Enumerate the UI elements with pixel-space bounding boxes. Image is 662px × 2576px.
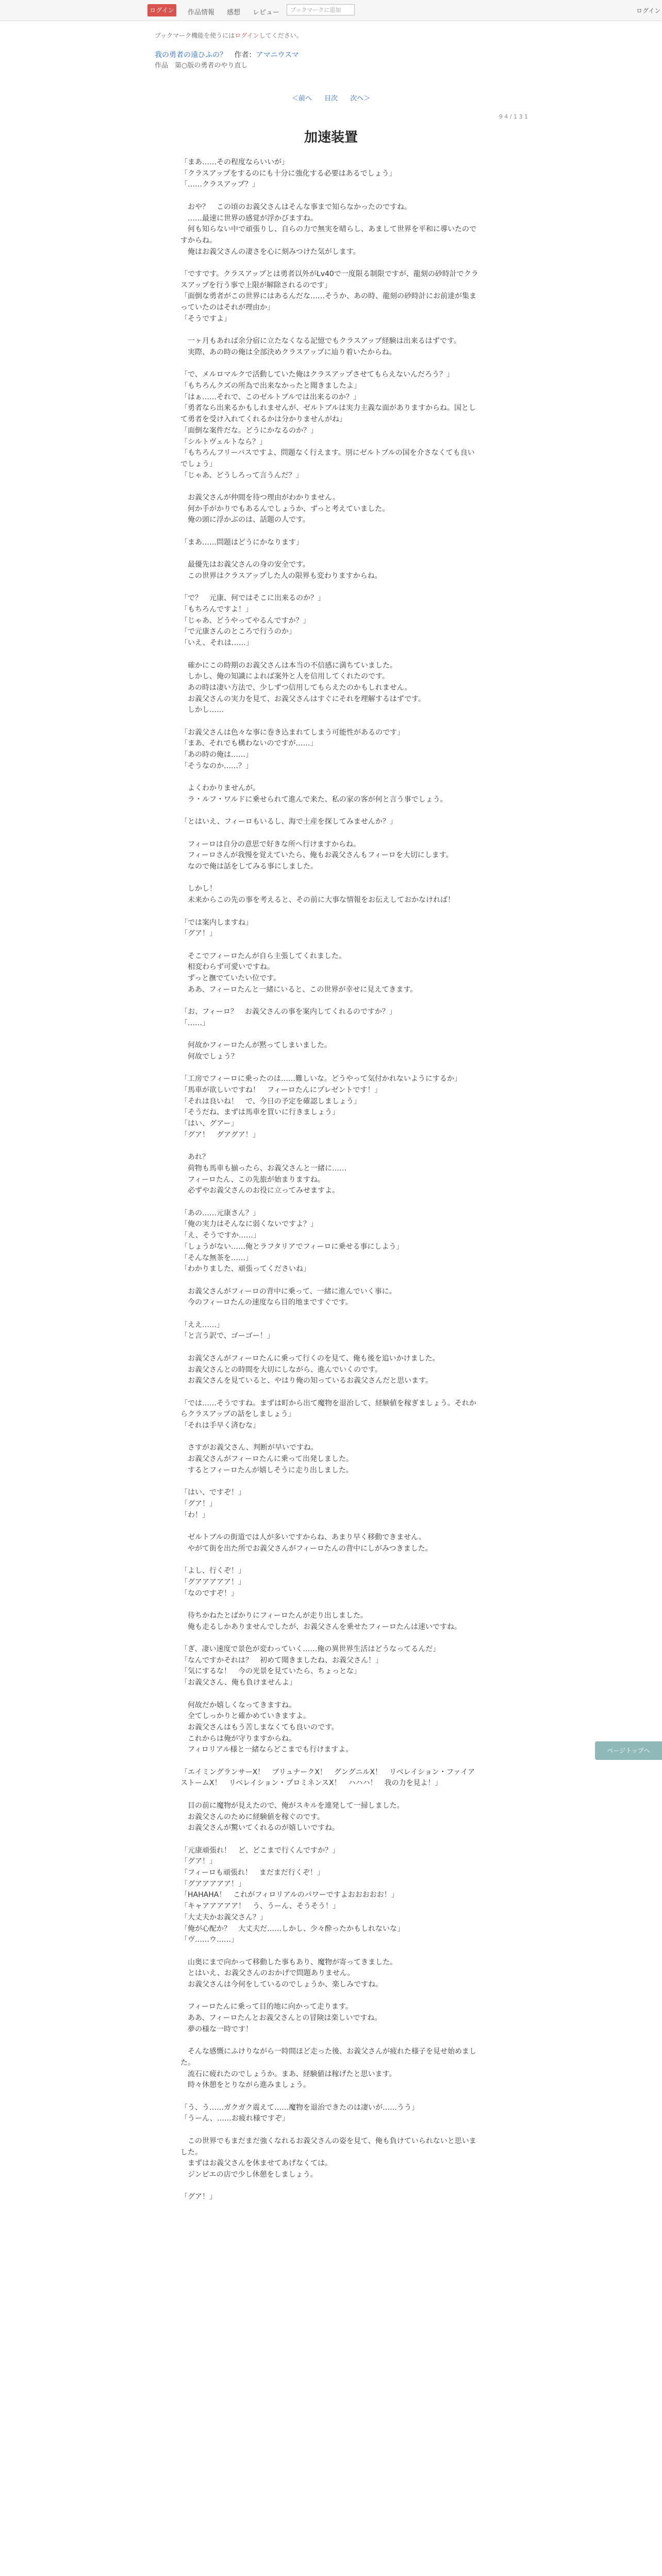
body-paragraph: 「シルトヴェルトなら？」 [180,437,267,446]
author-label: 作者： [234,51,256,59]
nav-item-impressions[interactable]: 感想 [227,9,241,16]
body-paragraph: 必ずやお義父さんのお役に立ってみせますよ。 [180,1187,339,1195]
body-paragraph: フィーロたん、この先旅が始まりますね。 [180,1175,325,1184]
body-paragraph: 荷物も馬車も揃ったら、お義父さんと一緒に…… [180,1164,346,1173]
body-paragraph: ああ、フィーロたんとお義父さんとの冒険は楽しいですね。 [180,2014,382,2023]
body-paragraph: 「なんですかそれは？ 初めて聞きましたね、お義父さん！」 [180,1656,383,1665]
body-paragraph: あの時は凄い方法で、少しずつ信用してもらえたのかもしれません。 [180,683,412,692]
body-paragraph: お義父さんとの時間を大切にしながら、進んでいくのです。 [180,1365,382,1374]
body-paragraph: まずはお義父さんを休ませてあげなくては。 [180,2159,332,2168]
body-paragraph: 「そんな無茶を……」 [180,1253,253,1262]
body-paragraph: 何か手がかりでもあるんでしょうか、ずっと考えていました。 [180,504,390,513]
body-paragraph: お義父さんが仲間を待つ理由がわかりません。 [180,494,340,502]
author-link[interactable]: アマニウスマ [256,51,299,59]
body-paragraph: さすがお義父さん、判断が早いですね。 [180,1444,318,1452]
body-paragraph: 「お義父さんは色々な事に巻き込まれてしまう可能性があるのです」 [180,728,404,737]
body-paragraph: 「お義父さん、俺も負けませんよ」 [180,1679,296,1687]
body-paragraph: 「よし、行くぞ！」 [180,1567,245,1575]
body-paragraph: 相変わらず可愛いですね。 [180,963,274,972]
body-paragraph: しかし、俺の知識によれば案外と人を信用してくれたのです。 [180,672,389,681]
body-paragraph: 「はぁ……それで、このゼルトブルでは出来るのか？」 [180,393,360,401]
body-paragraph: 「じゃあ、どうやってやるんですか？」 [180,616,310,625]
body-paragraph: この世界でもまだまだ強くなれるお義父さんの姿を見て、俺も負けていられないと思いました。 [180,2137,476,2157]
body-paragraph: 「元康頑張れ！ ど、どこまで行くんですか？」 [180,1846,339,1855]
blank-line [180,1387,479,1398]
toc-link[interactable]: 目次 [324,95,338,103]
blank-line [180,1599,479,1611]
body-paragraph: しかし！ [180,885,217,893]
body-paragraph: 山奥にまで向かって移動した事もあり、魔物が寄ってきました。 [180,1958,397,1967]
blank-line [180,1689,479,1700]
body-paragraph: 「もちろんフリーバスですよ、問題なく行えます。別にゼルトブルの国を介さなくても良いでしょう」 [180,449,475,468]
body-paragraph: 最優先はお義父さんの身の安全です。 [180,561,310,569]
body-paragraph: あれ？ [180,1153,209,1162]
notice-prefix: ブックマーク機能を使うには [155,32,235,39]
body-paragraph: ラ・ルフ・ワルドに乗せられて進んで来た、私の家の客が何と言う事でしょう。 [180,795,448,804]
body-paragraph: 時々休憩をとりながら進みましょう。 [180,2081,310,2090]
body-paragraph: 「グア！」 [180,1499,217,1508]
body-paragraph: 「う、う……ガクガク震えて……魔物を退治できたのは凄いが……うう」 [180,2103,419,2112]
series-info [155,49,299,60]
body-paragraph: 「俺の実力はそんなに弱くないですよ？」 [180,1220,318,1229]
body-paragraph: 「え、そうですか……」 [180,1231,260,1240]
blank-line [180,1946,479,1957]
blank-line [180,873,479,884]
body-paragraph: 「はい、グアー」 [180,1120,238,1128]
body-paragraph: 「馬車が欲しいですね！ フィーロたんにプレゼントです！」 [180,1086,382,1095]
body-paragraph: ああ、フィーロたんと一緒にいると、この世界が幸せに見えてきます。 [180,985,418,994]
body-paragraph: 何故かフィーロたんが黙ってしまいました。 [180,1041,332,1050]
body-paragraph: 「気にするな！ 今の光景を見ていたら、ちょっとな」 [180,1667,361,1676]
blank-line [180,1991,479,2002]
body-paragraph: 「クラスアップをするのにも十分に強化する必要はあるでしょう」 [180,169,396,178]
body-paragraph: 「グア！」 [180,1857,217,1866]
work-subtitle: 作品 第○版の勇者のやり直し [155,62,248,70]
blank-line [180,1275,479,1286]
body-paragraph: 「あの……元康さん？」 [180,1209,260,1217]
body-paragraph: 何も知らない中で頑張りし、自らの力で無実を晴らし、あまして世界を平和に導いたのですからね。 [180,225,476,245]
blank-line [180,526,479,537]
blank-line [180,649,479,660]
nav-item-work-info[interactable]: 作品情報 [188,9,215,16]
body-paragraph: 「はい、ですぞ！」 [180,1488,245,1497]
body-paragraph: 「わ！」 [180,1511,209,1519]
body-paragraph: 「……クラスアップ？」 [180,180,259,189]
body-paragraph: 「それは良いね！ で、今日の予定を確認しましょう」 [180,1097,361,1106]
blank-line [180,2036,479,2047]
body-paragraph: 流石に疲れたのでしょうか。まあ、経験値は稼げたと思います。 [180,2070,396,2078]
body-paragraph: 「では案内しますね」 [180,918,253,927]
body-paragraph: 「グア！」 [180,2193,217,2201]
nav-item-reviews[interactable]: レビュー [253,9,280,16]
blank-line [180,1521,479,1532]
body-paragraph: 「しょうがない……俺とラフタリアでフィーロに乗せる事にしよう」 [180,1242,404,1251]
top-nav-bar [0,0,662,21]
body-paragraph: フィーロたんに乗って目的地に向かって走ります。 [180,2003,353,2011]
prev-link[interactable]: ＜前へ [291,95,312,103]
blank-line [180,325,479,336]
body-paragraph: 一ヶ月もあれば余分宿に立たなくなる記憶でもクラスアップ経験は出来るはずです。 [180,337,461,346]
body-paragraph: 「工房でフィーロに乗ったのは……難しいな。どうやって気付かれないようにするか」 [180,1075,461,1083]
header-login-link[interactable]: ログイン [636,7,661,14]
body-paragraph: 「まあ……その程度ならいいが」 [180,158,289,166]
body-paragraph: お義父さんがフィーロたんに乗って出発しました。 [180,1455,353,1464]
body-paragraph: 「で元康さんのところで行うのか」 [180,628,296,636]
body-paragraph: お義父さんがフィーロたんに乗って行くのを見て、俺も後を追いかけました。 [180,1354,440,1363]
body-paragraph: 「なのですぞ！」 [180,1589,238,1598]
body-paragraph: 「面倒な案件だな。どうにかなるのか？」 [180,426,318,435]
blank-line [180,258,479,269]
body-paragraph: 俺はお義父さんの凄さを心に刻みつけた気がします。 [180,247,360,256]
body-paragraph: 「グアアアアア！」 [180,1879,245,1888]
body-paragraph: 「とはいえ、フィーロもいるし、海で土産を探してみませんか？」 [180,818,397,826]
body-paragraph: 「面倒な勇者がこの世界にはあるんだな……そうか、あの時、龍刻の砂時計にお前達が集まっていたのはそれが理由か」 [180,292,476,312]
body-paragraph: 「大丈夫かお義父さん？」 [180,1913,267,1922]
blank-line [180,1633,479,1644]
blank-line [180,1029,479,1041]
series-title-link[interactable]: 我の勇者の遠ひふの？ [155,51,227,59]
body-paragraph: 全てしっかりと確かめていきますよ。 [180,1712,310,1721]
body-paragraph: ゼルトブルの街道では人が多いですからね、あまり早く移動できません。 [180,1533,426,1542]
body-paragraph: しかし…… [180,706,224,715]
body-paragraph: 今のフィーロたんの速度なら目的地まですぐです。 [180,1298,353,1307]
body-paragraph: 「わかりました、頑張ってくださいね」 [180,1265,310,1274]
blank-line [180,1554,479,1566]
body-paragraph: 「そうですよ」 [180,314,231,323]
body-paragraph: 「で、メルロマルクで活動していた俺はクラスアップさせてもらえないんだろう？」 [180,370,454,379]
body-paragraph: 「そうだね、まずは馬車を買いに行きましょう」 [180,1108,339,1117]
body-paragraph: 確かにこの時期のお義父さんは本当の不信感に満ちていました。 [180,661,397,670]
blank-line [180,940,479,951]
body-paragraph: 実際、あの時の俺は全部決めクラスアップに辿り着いたからね。 [180,348,396,357]
blank-line [180,359,479,370]
body-paragraph: とはいえ、お義父さんのおかげで問題ありません。 [180,1969,355,1978]
body-paragraph: 「それは手早く済むな」 [180,1421,260,1430]
body-paragraph: 何故でしょう？ [180,1052,238,1061]
body-paragraph: そんな感慨にふけりながら一時間ほど走った後、お義父さんが疲れた様子を見せ始めました。 [180,2047,476,2067]
body-paragraph: 未来からこの先の事を考えると、その前に大事な情報をお伝えしておかなければ！ [180,896,455,905]
blank-line [180,2091,479,2103]
body-paragraph: お義父さんはもう苦しまなくても良いのです。 [180,1723,339,1732]
blank-line [180,1432,479,1443]
body-paragraph: 「あの時の俺は……」 [180,751,253,759]
body-paragraph: 「グア！」 [180,929,217,938]
blank-line [180,481,479,493]
body-paragraph: やがて街を出た所でお義父さんがフィーロたんの背中にしがみつきました。 [180,1544,433,1553]
body-paragraph: 「グア！ グアグア！」 [180,1130,260,1139]
body-paragraph: するとフィーロたんが嬉しそうに走り出しました。 [180,1466,353,1475]
body-paragraph: 「ですです。クラスアップとは勇者以外がLv40で一度限る制限ですが、龍刻の砂時計でクラスアップを行う事で上限が解除されるのです」 [180,270,478,290]
page-counter: 9 4 / 1 3 1 [499,113,528,120]
pager-top [0,93,662,103]
chapter-title: 加速装置 [304,130,358,145]
novel-body [180,157,479,2203]
next-link[interactable]: 次へ＞ [350,95,371,103]
body-paragraph: 「……」 [180,1019,209,1027]
body-paragraph: 「HAHAHA！ これがフィロリアルのパワーですよおおおおお！」 [180,1891,399,1900]
body-paragraph: 「じゃあ、どうしろって言うんだ？」 [180,471,303,480]
body-paragraph: これからは俺が守りますからね。 [180,1734,296,1743]
blank-line [180,772,479,784]
body-paragraph: ……最速に世界の感覚が浮かびますね。 [180,214,318,223]
blank-line [180,1063,479,1074]
blank-line [180,1477,479,1488]
body-paragraph: よくわかりませんが。 [180,784,260,793]
body-paragraph: 「いえ、それは……」 [180,639,253,648]
body-paragraph: お義父さんは今何をしているのでしょうか、楽しみですね。 [180,1980,383,1989]
body-paragraph: フィーロさんが我慢を覚えていたら、俺もお義父さんもフィーロを大切にします。 [180,851,453,860]
blank-line [180,1141,479,1153]
blank-line [180,806,479,817]
body-paragraph: 「まあ……問題はどうにかなります」 [180,538,303,547]
body-paragraph: フィロリアル様と一緒ならどこまでも行けますよ。 [180,1745,353,1754]
blank-line [180,906,479,918]
blank-line [180,716,479,727]
body-paragraph: 何故だか嬉しくなってきますね。 [180,1701,296,1709]
body-paragraph: フィーロは自分の意思で好きな所へ行けますからね。 [180,840,360,849]
notice-login-link[interactable]: ログイン [235,32,259,39]
body-paragraph: 「キャアアアアア！ う、うーん、そうそう！」 [180,1902,340,1911]
body-paragraph: お義父さんのために経験値を稼ぐのです。 [180,1812,324,1821]
body-paragraph: 「うーん、……お疲れ様ですぞ」 [180,2114,289,2123]
body-paragraph: 「では……そうですね。まずは町から出て魔物を退治して、経験値を稼ぎましょう。それからクラスアップの話をしましょう」 [180,1399,476,1419]
body-paragraph: 「ええ……」 [180,1320,224,1329]
body-paragraph: 「まあ、それでも構わないのですが……」 [180,739,318,748]
body-paragraph: 「フィーロも頑張れ！ まだまだ行くぞ！」 [180,1869,324,1877]
body-paragraph: お義父さんが驚いてくれるのが嬉しいですね。 [180,1824,339,1833]
body-paragraph: 俺も走るしかありませんでしたが、お義父さんを乗せたフィーロたんは速いですね。 [180,1622,461,1631]
body-paragraph: 「ヴ……ウ……」 [180,1936,238,1944]
body-paragraph: おや？ この頃のお義父さんはそんな事まで知らなかったのですね。 [180,202,411,211]
body-paragraph: 「もちろんクズの所為で出来なかったと聞きましたよ」 [180,382,361,390]
blank-line [180,582,479,594]
notice-suffix: してください。 [259,32,303,39]
bookmark-button[interactable]: ブックマークに追加 [287,4,355,15]
blank-line [180,191,479,202]
body-paragraph: ずっと撫でていたい位です。 [180,974,281,983]
body-paragraph: 「グアアアアア！」 [180,1578,245,1586]
body-paragraph: この世界はクラスアップした人の限界も変わりますからね。 [180,571,382,580]
blank-line [180,1834,479,1845]
blank-line [180,828,479,839]
blank-line [180,2181,479,2192]
body-paragraph: 「お、フィーロ？ お義父さんの事を案内してくれるのですか？」 [180,1008,396,1016]
body-paragraph: そこでフィーロたんが自ら主張してくれました。 [180,952,346,960]
bookmark-notice [155,31,303,40]
body-paragraph: お義父さんの実力を見て、お義父さんはすぐにそれを理解するはずです。 [180,694,426,703]
blank-line [180,1309,479,1320]
body-paragraph: 「エイミングランサーX！ ブリュナークX！ グングニルX！ リベレイション・ファイアストームX！ リベレイション・プロミネンスX！ ハハハ！ 我の力を見よ！」 [180,1768,475,1788]
blank-line [180,1789,479,1801]
body-paragraph: お義父さんがフィーロの背中に乗って、一緒に進んでいく事に。 [180,1287,396,1296]
blank-line [180,1197,479,1208]
body-paragraph: 「ぎ、凄い速度で景色が変わっていく……俺の異世界生活はどうなってるんだ」 [180,1645,440,1654]
page-top-button[interactable]: ページトップへ [595,1741,662,1760]
body-paragraph: 「もちろんですよ！」 [180,605,253,614]
body-paragraph: 「俺が心配か？ 大丈夫だ……しかし、少々酔ったかもしれないな」 [180,1924,404,1933]
body-paragraph: 「そうなのか……？」 [180,761,253,770]
blank-line [180,995,479,1007]
blank-line [180,1342,479,1353]
body-paragraph: 待ちかねたとばかりにフィーロたんが走り出しました。 [180,1611,368,1620]
body-paragraph: 夢の様な一時です！ [180,2025,253,2033]
login-button[interactable]: ログイン [147,4,176,16]
blank-line [180,1756,479,1767]
body-paragraph: ジンピエの店で少し休憩をしましょう。 [180,2170,318,2179]
body-paragraph: 俺の頭に浮かぶのは、話題の人です。 [180,516,310,524]
body-paragraph: お義父さんを見ていると、やはり俺の知っているお義父さんだと思います。 [180,1377,433,1385]
body-paragraph: 目の前に魔物が見えたので、俺がスキルを連発して一掃しました。 [180,1801,404,1810]
body-paragraph: 「で？ 元康、何ではそこに出来るのか？」 [180,594,325,603]
body-paragraph: 「と言う訳で、ゴーゴー！」 [180,1332,274,1341]
blank-line [180,2125,479,2136]
body-paragraph: 「勇者なら出来るかもしれませんが、ゼルトブルは実力主義な面がありますからね。国として勇者を受け入れてくれるかは分かりませんがね」 [180,404,476,424]
blank-line [180,549,479,560]
body-paragraph: なので俺は話をしてみる事にしました。 [180,862,318,871]
